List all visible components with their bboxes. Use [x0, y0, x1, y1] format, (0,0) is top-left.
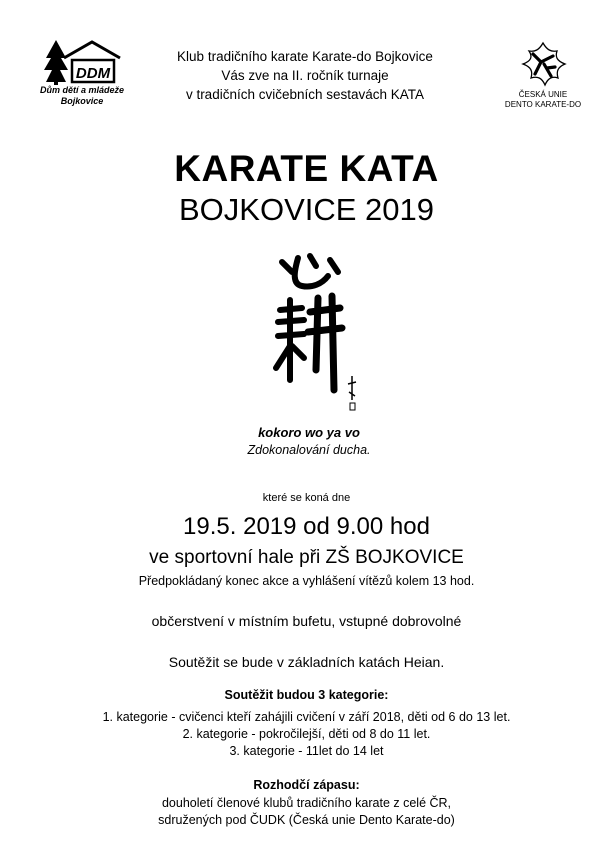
ddm-caption-line1: Dům dětí a mládeže — [39, 85, 125, 95]
cudk-logo — [488, 40, 598, 120]
event-date: 19.5. 2019 od 9.00 hod — [183, 513, 430, 540]
cudk-caption — [488, 90, 598, 110]
header-line-2: Vás zve na II. ročník turnaje — [221, 68, 389, 83]
refreshments-note: občerstvení v místním bufetu, vstupné dobrovolné — [151, 613, 462, 629]
ddm-caption-line2: Bojkovice — [60, 96, 104, 106]
header-invitation — [140, 47, 470, 104]
header-line-1: Klub tradičního karate Karate-do Bojkovice — [177, 49, 433, 64]
kokoro-kanji-icon — [270, 250, 360, 418]
judges-heading: Rozhodčí zápasu: — [253, 778, 360, 792]
kata-note: Soutěžit se bude v základních katách Heian. — [168, 654, 445, 670]
ddm-logo — [36, 38, 128, 116]
event-venue: ve sportovní hale při ZŠ BOJKOVICE — [149, 547, 464, 568]
category-item: 1. kategorie - cvičenci kteří zahájili cvičení v září 2018, děti od 6 do 13 let. — [102, 710, 511, 724]
kanji-calligraphy — [270, 250, 360, 423]
event-intro: které se koná dne — [262, 492, 351, 504]
house-tree-icon — [42, 38, 122, 86]
category-item: 2. kategorie - pokročilejší, děti od 8 do 11 let. — [182, 727, 431, 741]
category-item: 3. kategorie - 11let do 14 let — [229, 744, 384, 758]
event-subtitle: BOJKOVICE 2019 — [178, 192, 434, 227]
ddm-logo-text: DDM — [75, 65, 111, 82]
judges-line: douholetí členové klubů tradičního karate z celé ČR, — [161, 796, 452, 810]
cudk-caption-line2: DENTO KARATE-DO — [504, 100, 582, 109]
event-end-note: Předpokládaný konec akce a vyhlášení vítězů kolem 13 hod. — [138, 574, 475, 588]
sakura-emblem-icon — [511, 40, 575, 90]
header-line-3: v tradičních cvičebních sestavách KATA — [185, 87, 425, 102]
ddm-caption — [36, 85, 128, 107]
motto-japanese: kokoro wo ya vo — [258, 425, 360, 440]
categories-heading: Soutěžit budou 3 kategorie: — [224, 688, 389, 702]
event-title: KARATE KATA — [174, 148, 439, 189]
judges-line: sdružených pod ČUDK (Česká unie Dento Karate-do) — [158, 813, 455, 827]
cudk-caption-line1: ČESKÁ UNIE — [518, 90, 568, 99]
motto-czech: Zdokonalování ducha. — [247, 443, 371, 457]
motto — [214, 425, 404, 457]
